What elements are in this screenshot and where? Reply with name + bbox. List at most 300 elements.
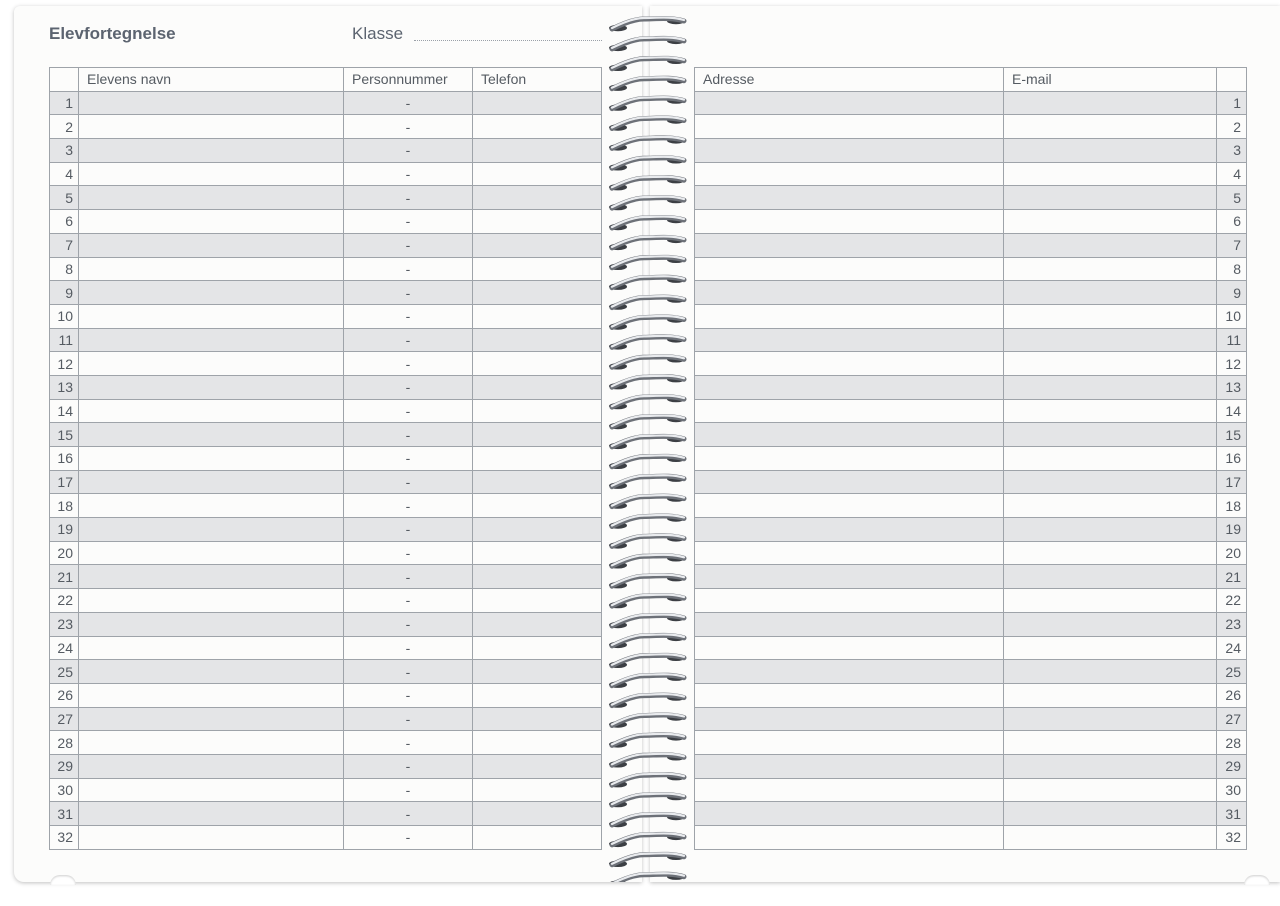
table-row [50, 612, 602, 636]
address-cell[interactable] [695, 683, 1004, 707]
phone-cell[interactable] [473, 518, 602, 542]
table-row [50, 233, 602, 257]
address-cell[interactable] [695, 802, 1004, 826]
address-cell[interactable] [695, 470, 1004, 494]
spiral-coil-icon [609, 236, 685, 250]
student-name-cell[interactable] [79, 447, 344, 471]
table-row [695, 162, 1247, 186]
spiral-coil-icon [609, 416, 685, 430]
address-cell[interactable] [695, 660, 1004, 684]
personal-number-cell[interactable]: - [344, 328, 473, 352]
phone-cell[interactable] [473, 304, 602, 328]
student-name-cell[interactable] [79, 565, 344, 589]
table-row [50, 375, 602, 399]
table-row [695, 352, 1247, 376]
spiral-coil-icon [609, 57, 685, 71]
table-row [50, 707, 602, 731]
row-number: 31 [50, 802, 79, 826]
spiral-coil-icon [609, 794, 685, 808]
row-number: 20 [50, 541, 79, 565]
email-cell[interactable] [1004, 257, 1217, 281]
phone-cell[interactable] [473, 683, 602, 707]
personal-number-cell[interactable]: - [344, 352, 473, 376]
row-number: 22 [1217, 589, 1247, 613]
table-row [50, 281, 602, 305]
address-cell[interactable] [695, 399, 1004, 423]
address-cell[interactable] [695, 707, 1004, 731]
student-name-cell[interactable] [79, 423, 344, 447]
spiral-coil-icon [609, 217, 685, 231]
row-number: 5 [1217, 186, 1247, 210]
phone-cell[interactable] [473, 470, 602, 494]
phone-cell[interactable] [473, 210, 602, 234]
table-row [50, 352, 602, 376]
page-title: Elevfortegnelse [49, 24, 176, 43]
phone-cell[interactable] [473, 660, 602, 684]
student-name-cell[interactable] [79, 210, 344, 234]
table-row [695, 754, 1247, 778]
address-cell[interactable] [695, 375, 1004, 399]
row-number: 31 [1217, 802, 1247, 826]
row-number: 15 [50, 423, 79, 447]
phone-cell[interactable] [473, 91, 602, 115]
email-cell[interactable] [1004, 281, 1217, 305]
personal-number-cell[interactable]: - [344, 707, 473, 731]
table-row [695, 826, 1247, 850]
email-cell[interactable] [1004, 494, 1217, 518]
phone-cell[interactable] [473, 565, 602, 589]
table-row [50, 186, 602, 210]
email-cell[interactable] [1004, 399, 1217, 423]
table-row [695, 399, 1247, 423]
row-number: 29 [50, 754, 79, 778]
spiral-coil-icon [609, 37, 685, 51]
phone-cell[interactable] [473, 139, 602, 163]
student-name-cell[interactable] [79, 115, 344, 139]
row-number: 10 [50, 304, 79, 328]
email-cell[interactable] [1004, 589, 1217, 613]
address-cell[interactable] [695, 612, 1004, 636]
table-row [695, 281, 1247, 305]
row-number: 24 [1217, 636, 1247, 660]
student-name-cell[interactable] [79, 494, 344, 518]
table-row [50, 541, 602, 565]
student-name-cell[interactable] [79, 91, 344, 115]
student-name-cell[interactable] [79, 589, 344, 613]
phone-cell[interactable] [473, 328, 602, 352]
email-cell[interactable] [1004, 328, 1217, 352]
phone-cell[interactable] [473, 233, 602, 257]
table-row [695, 304, 1247, 328]
table-row [695, 494, 1247, 518]
row-number: 19 [1217, 518, 1247, 542]
personal-number-cell[interactable]: - [344, 115, 473, 139]
column-header-phone: Telefon [473, 68, 602, 92]
row-number: 28 [50, 731, 79, 755]
table-row [695, 115, 1247, 139]
table-row [695, 802, 1247, 826]
table-row [695, 470, 1247, 494]
address-cell[interactable] [695, 186, 1004, 210]
spiral-coil-icon [609, 515, 685, 529]
address-cell[interactable] [695, 257, 1004, 281]
row-number: 12 [50, 352, 79, 376]
table-row [50, 636, 602, 660]
phone-cell[interactable] [473, 707, 602, 731]
table-row [695, 778, 1247, 802]
personal-number-cell[interactable]: - [344, 91, 473, 115]
column-header-email: E-mail [1004, 68, 1217, 92]
page-notch [50, 875, 76, 885]
email-cell[interactable] [1004, 91, 1217, 115]
email-cell[interactable] [1004, 826, 1217, 850]
row-number: 13 [50, 375, 79, 399]
personal-number-cell[interactable]: - [344, 210, 473, 234]
personal-number-cell[interactable]: - [344, 399, 473, 423]
row-number: 16 [50, 447, 79, 471]
email-cell[interactable] [1004, 636, 1217, 660]
address-cell[interactable] [695, 565, 1004, 589]
personal-number-cell[interactable]: - [344, 162, 473, 186]
table-row [50, 447, 602, 471]
phone-cell[interactable] [473, 802, 602, 826]
table-row [695, 375, 1247, 399]
student-name-cell[interactable] [79, 304, 344, 328]
spiral-coil-icon [609, 197, 685, 211]
table-row [50, 826, 602, 850]
column-header-personal-number: Personnummer [344, 68, 473, 92]
address-cell[interactable] [695, 826, 1004, 850]
spiral-coil-icon [609, 853, 685, 867]
student-name-cell[interactable] [79, 826, 344, 850]
table-row [695, 589, 1247, 613]
email-cell[interactable] [1004, 731, 1217, 755]
row-number: 11 [1217, 328, 1247, 352]
spiral-coil-icon [609, 316, 685, 330]
phone-cell[interactable] [473, 731, 602, 755]
student-name-cell[interactable] [79, 636, 344, 660]
personal-number-cell[interactable]: - [344, 470, 473, 494]
email-cell[interactable] [1004, 186, 1217, 210]
email-cell[interactable] [1004, 115, 1217, 139]
table-row [50, 754, 602, 778]
student-name-cell[interactable] [79, 470, 344, 494]
student-name-cell[interactable] [79, 683, 344, 707]
table-row [50, 518, 602, 542]
row-number: 25 [1217, 660, 1247, 684]
row-number: 14 [1217, 399, 1247, 423]
table-row [695, 233, 1247, 257]
email-cell[interactable] [1004, 470, 1217, 494]
student-name-cell[interactable] [79, 162, 344, 186]
address-cell[interactable] [695, 304, 1004, 328]
email-cell[interactable] [1004, 233, 1217, 257]
table-row [695, 139, 1247, 163]
phone-cell[interactable] [473, 589, 602, 613]
row-number: 17 [50, 470, 79, 494]
personal-number-cell[interactable]: - [344, 281, 473, 305]
spiral-coil-icon [609, 555, 685, 569]
phone-cell[interactable] [473, 352, 602, 376]
spiral-coil-icon [609, 535, 685, 549]
table-row [50, 210, 602, 234]
contact-table [694, 67, 1247, 850]
row-number: 26 [50, 683, 79, 707]
student-name-cell[interactable] [79, 257, 344, 281]
phone-cell[interactable] [473, 281, 602, 305]
table-row [50, 91, 602, 115]
email-cell[interactable] [1004, 541, 1217, 565]
address-cell[interactable] [695, 778, 1004, 802]
address-cell[interactable] [695, 162, 1004, 186]
class-label: Klasse [352, 24, 404, 43]
email-cell[interactable] [1004, 162, 1217, 186]
student-name-cell[interactable] [79, 399, 344, 423]
spiral-binding-icon [604, 12, 690, 882]
personal-number-cell[interactable]: - [344, 778, 473, 802]
address-cell[interactable] [695, 754, 1004, 778]
student-name-cell[interactable] [79, 754, 344, 778]
address-cell[interactable] [695, 494, 1004, 518]
phone-cell[interactable] [473, 257, 602, 281]
spiral-coil-icon [609, 177, 685, 191]
personal-number-cell[interactable]: - [344, 541, 473, 565]
spiral-coil-icon [609, 137, 685, 151]
spiral-coil-icon [609, 97, 685, 111]
table-row [50, 660, 602, 684]
phone-cell[interactable] [473, 778, 602, 802]
phone-cell[interactable] [473, 186, 602, 210]
phone-cell[interactable] [473, 375, 602, 399]
table-row [695, 257, 1247, 281]
row-number: 18 [50, 494, 79, 518]
address-cell[interactable] [695, 210, 1004, 234]
spiral-coil-icon [609, 455, 685, 469]
address-cell[interactable] [695, 731, 1004, 755]
address-cell[interactable] [695, 115, 1004, 139]
address-cell[interactable] [695, 423, 1004, 447]
email-cell[interactable] [1004, 612, 1217, 636]
personal-number-cell[interactable]: - [344, 683, 473, 707]
personal-number-cell[interactable]: - [344, 139, 473, 163]
student-name-cell[interactable] [79, 707, 344, 731]
email-cell[interactable] [1004, 683, 1217, 707]
address-cell[interactable] [695, 139, 1004, 163]
personal-number-cell[interactable]: - [344, 304, 473, 328]
address-cell[interactable] [695, 352, 1004, 376]
address-cell[interactable] [695, 281, 1004, 305]
spiral-coil-icon [609, 873, 685, 882]
row-number: 2 [50, 115, 79, 139]
spiral-coil-icon [609, 674, 685, 688]
row-number: 13 [1217, 375, 1247, 399]
spiral-coil-icon [609, 495, 685, 509]
student-name-cell[interactable] [79, 352, 344, 376]
row-number: 8 [1217, 257, 1247, 281]
table-row [50, 115, 602, 139]
row-number: 2 [1217, 115, 1247, 139]
address-cell[interactable] [695, 589, 1004, 613]
phone-cell[interactable] [473, 115, 602, 139]
personal-number-cell[interactable]: - [344, 375, 473, 399]
table-row [695, 423, 1247, 447]
personal-number-cell[interactable]: - [344, 423, 473, 447]
email-cell[interactable] [1004, 423, 1217, 447]
row-number: 12 [1217, 352, 1247, 376]
phone-cell[interactable] [473, 636, 602, 660]
row-number: 23 [1217, 612, 1247, 636]
table-row [695, 660, 1247, 684]
column-header-number [50, 68, 79, 92]
address-cell[interactable] [695, 91, 1004, 115]
email-cell[interactable] [1004, 518, 1217, 542]
address-cell[interactable] [695, 518, 1004, 542]
student-name-cell[interactable] [79, 281, 344, 305]
student-name-cell[interactable] [79, 233, 344, 257]
spiral-coil-icon [609, 18, 685, 32]
address-cell[interactable] [695, 541, 1004, 565]
student-name-cell[interactable] [79, 375, 344, 399]
student-name-cell[interactable] [79, 612, 344, 636]
address-cell[interactable] [695, 328, 1004, 352]
phone-cell[interactable] [473, 399, 602, 423]
address-cell[interactable] [695, 233, 1004, 257]
student-list-table [49, 67, 602, 850]
row-number: 26 [1217, 683, 1247, 707]
phone-cell[interactable] [473, 612, 602, 636]
email-cell[interactable] [1004, 304, 1217, 328]
email-cell[interactable] [1004, 778, 1217, 802]
personal-number-cell[interactable]: - [344, 802, 473, 826]
table-row [695, 328, 1247, 352]
table-row [50, 683, 602, 707]
spiral-coil-icon [609, 256, 685, 270]
table-row [695, 636, 1247, 660]
email-cell[interactable] [1004, 352, 1217, 376]
spiral-coil-icon [609, 336, 685, 350]
email-cell[interactable] [1004, 139, 1217, 163]
table-row [695, 447, 1247, 471]
row-number: 16 [1217, 447, 1247, 471]
student-name-cell[interactable] [79, 186, 344, 210]
row-number: 20 [1217, 541, 1247, 565]
spiral-coil-icon [609, 774, 685, 788]
phone-cell[interactable] [473, 162, 602, 186]
table-row [695, 683, 1247, 707]
spiral-coil-icon [609, 595, 685, 609]
student-name-cell[interactable] [79, 731, 344, 755]
table-row [695, 612, 1247, 636]
row-number: 24 [50, 636, 79, 660]
spiral-coil-icon [609, 814, 685, 828]
personal-number-cell[interactable]: - [344, 233, 473, 257]
personal-number-cell[interactable]: - [344, 186, 473, 210]
column-header-address: Adresse [695, 68, 1004, 92]
row-number: 4 [1217, 162, 1247, 186]
email-cell[interactable] [1004, 754, 1217, 778]
student-name-cell[interactable] [79, 139, 344, 163]
row-number: 28 [1217, 731, 1247, 755]
personal-number-cell[interactable]: - [344, 660, 473, 684]
table-row [50, 778, 602, 802]
personal-number-cell[interactable]: - [344, 636, 473, 660]
personal-number-cell[interactable]: - [344, 518, 473, 542]
row-number: 9 [50, 281, 79, 305]
table-row [695, 541, 1247, 565]
row-number: 18 [1217, 494, 1247, 518]
row-number: 30 [50, 778, 79, 802]
page-notch [1244, 875, 1270, 885]
phone-cell[interactable] [473, 826, 602, 850]
table-row [50, 589, 602, 613]
phone-cell[interactable] [473, 494, 602, 518]
table-row [50, 423, 602, 447]
spiral-coil-icon [609, 694, 685, 708]
table-row [50, 162, 602, 186]
row-number: 3 [50, 139, 79, 163]
personal-number-cell[interactable]: - [344, 754, 473, 778]
personal-number-cell[interactable]: - [344, 494, 473, 518]
personal-number-cell[interactable]: - [344, 589, 473, 613]
table-row [50, 139, 602, 163]
email-cell[interactable] [1004, 565, 1217, 589]
student-name-cell[interactable] [79, 541, 344, 565]
table-row [50, 802, 602, 826]
email-cell[interactable] [1004, 802, 1217, 826]
spiral-coil-icon [609, 734, 685, 748]
student-name-cell[interactable] [79, 802, 344, 826]
email-cell[interactable] [1004, 375, 1217, 399]
personal-number-cell[interactable]: - [344, 447, 473, 471]
personal-number-cell[interactable]: - [344, 826, 473, 850]
class-fill-line[interactable] [414, 40, 602, 41]
table-row [695, 518, 1247, 542]
row-number: 3 [1217, 139, 1247, 163]
spiral-coil-icon [609, 157, 685, 171]
row-number: 1 [50, 91, 79, 115]
row-number: 29 [1217, 754, 1247, 778]
personal-number-cell[interactable]: - [344, 257, 473, 281]
email-cell[interactable] [1004, 210, 1217, 234]
phone-cell[interactable] [473, 447, 602, 471]
phone-cell[interactable] [473, 754, 602, 778]
row-number: 21 [1217, 565, 1247, 589]
personal-number-cell[interactable]: - [344, 565, 473, 589]
address-cell[interactable] [695, 636, 1004, 660]
student-name-cell[interactable] [79, 328, 344, 352]
phone-cell[interactable] [473, 423, 602, 447]
email-cell[interactable] [1004, 707, 1217, 731]
phone-cell[interactable] [473, 541, 602, 565]
student-name-cell[interactable] [79, 660, 344, 684]
row-number: 7 [1217, 233, 1247, 257]
row-number: 7 [50, 233, 79, 257]
personal-number-cell[interactable]: - [344, 731, 473, 755]
student-name-cell[interactable] [79, 518, 344, 542]
personal-number-cell[interactable]: - [344, 612, 473, 636]
spiral-coil-icon [609, 634, 685, 648]
email-cell[interactable] [1004, 660, 1217, 684]
student-name-cell[interactable] [79, 778, 344, 802]
table-row [50, 328, 602, 352]
email-cell[interactable] [1004, 447, 1217, 471]
spiral-coil-icon [609, 475, 685, 489]
table-row [50, 731, 602, 755]
address-cell[interactable] [695, 447, 1004, 471]
table-row [695, 565, 1247, 589]
table-row [695, 707, 1247, 731]
spiral-coil-icon [609, 754, 685, 768]
